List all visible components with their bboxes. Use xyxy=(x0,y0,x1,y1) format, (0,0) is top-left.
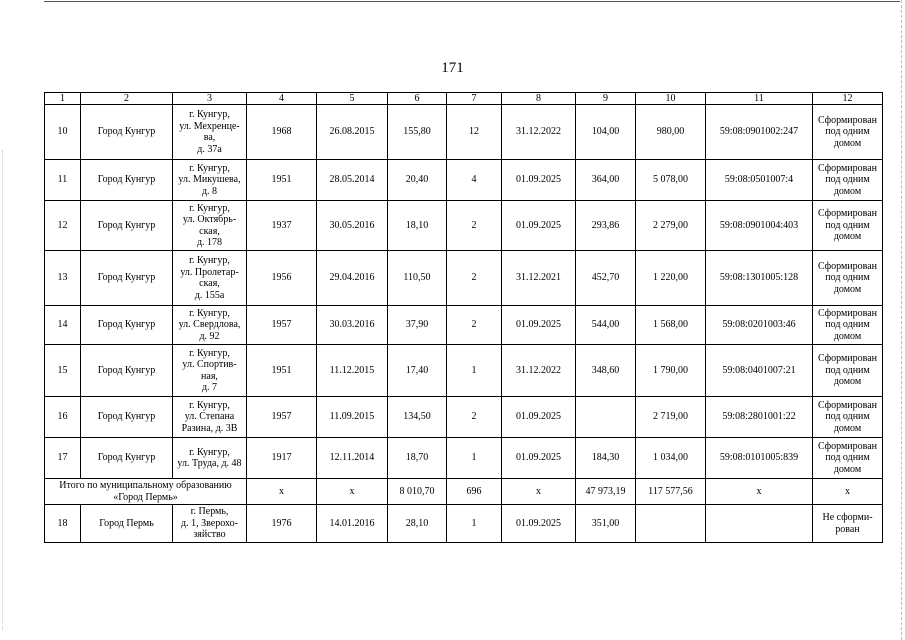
status-cell-line: Сформирован xyxy=(817,208,878,220)
table-row xyxy=(45,345,883,397)
address-cell-line: д. 7 xyxy=(201,382,218,393)
cadastre-cell: 59:08:0401007:21 xyxy=(706,345,813,397)
value-cell-10: 1 790,00 xyxy=(636,345,706,397)
municipality-cell: Город Кунгур xyxy=(81,201,173,251)
cadastre-cell: 59:08:0101005:839 xyxy=(706,438,813,479)
status-cell-line: домом xyxy=(833,185,862,197)
column-number-5: 5 xyxy=(317,93,388,105)
column-number-4: 4 xyxy=(247,93,317,105)
value-cell-9: 544,00 xyxy=(576,306,636,345)
value-cell-10: 1 034,00 xyxy=(636,438,706,479)
address-cell-line: ул. Труда, д. 48 xyxy=(177,458,242,469)
municipality-cell: Город Кунгур xyxy=(81,105,173,160)
status-cell-line: Сформирован xyxy=(817,353,878,365)
date-cell: 11.09.2015 xyxy=(317,397,388,438)
address-cell-line: ва, xyxy=(203,132,216,143)
summary-label-line: «Город Пермь» xyxy=(113,491,178,503)
date-cell: 30.03.2016 xyxy=(317,306,388,345)
value-cell-10: 2 719,00 xyxy=(636,397,706,438)
people-cell: 2 xyxy=(447,251,502,306)
address-cell-line: г. Пермь, xyxy=(190,506,229,518)
status-cell xyxy=(813,105,883,160)
year-cell: 1956 xyxy=(247,251,317,306)
address-cell-line: д. 155а xyxy=(194,289,225,301)
area-cell: 28,10 xyxy=(388,505,447,543)
address-cell xyxy=(173,345,247,397)
value-cell-10: 1 568,00 xyxy=(636,306,706,345)
municipality-cell: Город Кунгур xyxy=(81,306,173,345)
status-cell-line: домом xyxy=(833,283,862,295)
status-cell-line: рован xyxy=(835,523,860,535)
scan-edge-left xyxy=(2,150,3,630)
summary-value-6: 8 010,70 xyxy=(388,479,447,505)
people-cell: 2 xyxy=(447,201,502,251)
people-cell: 2 xyxy=(447,306,502,345)
municipality-cell: Город Кунгур xyxy=(81,251,173,306)
address-cell xyxy=(173,105,247,160)
table-row xyxy=(45,397,883,438)
status-cell xyxy=(813,438,883,479)
address-cell xyxy=(173,251,247,306)
column-number-8: 8 xyxy=(502,93,576,105)
address-cell xyxy=(173,160,247,201)
table-row xyxy=(45,251,883,306)
status-cell xyxy=(813,505,883,543)
year-cell: 1976 xyxy=(247,505,317,543)
status-cell-line: Сформирован xyxy=(817,260,878,272)
column-number-9: 9 xyxy=(576,93,636,105)
value-cell-9 xyxy=(576,397,636,438)
page-number: 171 xyxy=(441,60,464,76)
date-cell: 29.04.2016 xyxy=(317,251,388,306)
status-cell-line: Не сформи- xyxy=(822,512,873,523)
address-cell xyxy=(173,438,247,479)
address-cell-line: ул. Свердлова, xyxy=(178,319,241,331)
status-cell-line: домом xyxy=(833,376,862,388)
address-cell-line: ская, xyxy=(199,278,220,289)
address-cell xyxy=(173,397,247,438)
status-cell-line: домом xyxy=(833,463,862,475)
municipality-cell: Город Пермь xyxy=(81,505,173,543)
address-cell-line: г. Кунгур, xyxy=(189,162,230,174)
date-cell: 28.05.2014 xyxy=(317,160,388,201)
status-cell xyxy=(813,397,883,438)
address-cell-line: ул. Пролетар- xyxy=(180,266,239,278)
summary-value-10: 117 577,56 xyxy=(636,479,706,505)
address-cell-line: д. 1, Зверохо- xyxy=(181,517,238,529)
column-number-10: 10 xyxy=(636,93,706,105)
address-cell-line: г. Кунгур, xyxy=(189,347,230,359)
address-cell-line: ул. Степана xyxy=(184,411,235,423)
address-cell-line: ул. Спортив- xyxy=(182,359,237,370)
deadline-cell: 01.09.2025 xyxy=(502,438,576,479)
area-cell: 155,80 xyxy=(388,105,447,160)
status-cell-line: под одним xyxy=(825,174,870,186)
address-cell-line: ул. Октябрь- xyxy=(182,214,237,225)
column-number-11: 11 xyxy=(706,93,813,105)
deadline-cell: 01.09.2025 xyxy=(502,397,576,438)
year-cell: 1917 xyxy=(247,438,317,479)
value-cell-9: 184,30 xyxy=(576,438,636,479)
address-cell xyxy=(173,306,247,345)
summary-value-4: x xyxy=(247,479,317,505)
row-number: 17 xyxy=(45,438,81,479)
area-cell: 20,40 xyxy=(388,160,447,201)
cadastre-cell: 59:08:0501007:4 xyxy=(706,160,813,201)
column-number-12: 12 xyxy=(813,93,883,105)
status-cell-line: под одним xyxy=(825,319,870,331)
people-cell: 1 xyxy=(447,505,502,543)
status-cell-line: под одним xyxy=(825,411,870,423)
value-cell-9: 452,70 xyxy=(576,251,636,306)
address-cell xyxy=(173,505,247,543)
summary-value-5: x xyxy=(317,479,388,505)
value-cell-9: 364,00 xyxy=(576,160,636,201)
status-cell-line: Сформирован xyxy=(817,307,878,319)
table-row xyxy=(45,438,883,479)
row-number: 10 xyxy=(45,105,81,160)
cadastre-cell: 59:08:1301005:128 xyxy=(706,251,813,306)
value-cell-10: 2 279,00 xyxy=(636,201,706,251)
municipality-cell: Город Кунгур xyxy=(81,397,173,438)
municipality-cell: Город Кунгур xyxy=(81,345,173,397)
address-cell xyxy=(173,201,247,251)
deadline-cell: 01.09.2025 xyxy=(502,201,576,251)
area-cell: 110,50 xyxy=(388,251,447,306)
municipality-cell: Город Кунгур xyxy=(81,160,173,201)
people-cell: 2 xyxy=(447,397,502,438)
address-cell-line: д. 8 xyxy=(201,185,218,197)
address-cell-line: г. Кунгур, xyxy=(189,307,230,319)
table-row xyxy=(45,105,883,160)
area-cell: 17,40 xyxy=(388,345,447,397)
status-cell-line: домом xyxy=(833,330,862,342)
table-body xyxy=(45,105,883,543)
status-cell-line: домом xyxy=(833,231,862,243)
column-number-1: 1 xyxy=(45,93,81,105)
address-cell-line: д. 92 xyxy=(199,330,220,342)
year-cell: 1957 xyxy=(247,397,317,438)
row-number: 16 xyxy=(45,397,81,438)
column-number-3: 3 xyxy=(173,93,247,105)
status-cell-line: под одним xyxy=(825,126,870,138)
address-cell-line: ская, xyxy=(199,225,220,237)
summary-value-8: x xyxy=(502,479,576,505)
status-cell xyxy=(813,345,883,397)
date-cell: 30.05.2016 xyxy=(317,201,388,251)
summary-label-line: Итого по муниципальному образованию xyxy=(59,480,232,491)
deadline-cell: 01.09.2025 xyxy=(502,505,576,543)
area-cell: 18,70 xyxy=(388,438,447,479)
housing-register-table xyxy=(44,92,883,543)
year-cell: 1968 xyxy=(247,105,317,160)
year-cell: 1957 xyxy=(247,306,317,345)
area-cell: 37,90 xyxy=(388,306,447,345)
area-cell: 18,10 xyxy=(388,201,447,251)
summary-value-12: x xyxy=(813,479,883,505)
summary-value-11: x xyxy=(706,479,813,505)
address-cell-line: г. Кунгур, xyxy=(189,255,230,266)
summary-label xyxy=(45,479,247,505)
address-cell-line: Разина, д. 3В xyxy=(181,422,238,434)
cadastre-cell: 59:08:0901002:247 xyxy=(706,105,813,160)
status-cell-line: под одним xyxy=(825,219,870,231)
status-cell xyxy=(813,201,883,251)
scan-edge-right xyxy=(901,0,902,640)
status-cell-line: под одним xyxy=(825,272,870,284)
deadline-cell: 01.09.2025 xyxy=(502,306,576,345)
address-cell-line: д. 37а xyxy=(197,143,222,155)
status-cell xyxy=(813,160,883,201)
date-cell: 14.01.2016 xyxy=(317,505,388,543)
status-cell-line: под одним xyxy=(825,364,870,376)
summary-value-9: 47 973,19 xyxy=(576,479,636,505)
deadline-cell: 01.09.2025 xyxy=(502,160,576,201)
year-cell: 1951 xyxy=(247,160,317,201)
address-cell-line: г. Кунгур, xyxy=(189,202,230,214)
status-cell-line: Сформирован xyxy=(817,114,878,126)
status-cell-line: Сформирован xyxy=(817,162,878,174)
row-number: 15 xyxy=(45,345,81,397)
row-number: 11 xyxy=(45,160,81,201)
value-cell-10: 980,00 xyxy=(636,105,706,160)
address-cell-line: г. Кунгур, xyxy=(189,109,230,120)
status-cell-line: Сформирован xyxy=(817,440,878,452)
people-cell: 12 xyxy=(447,105,502,160)
people-cell: 4 xyxy=(447,160,502,201)
column-number-row xyxy=(45,93,883,105)
top-rule xyxy=(44,1,900,2)
address-cell-line: г. Кунгур, xyxy=(189,446,230,458)
status-cell-line: домом xyxy=(833,422,862,434)
deadline-cell: 31.12.2022 xyxy=(502,105,576,160)
address-cell-line: ул. Мехренце- xyxy=(179,120,240,132)
row-number: 13 xyxy=(45,251,81,306)
status-cell-line: под одним xyxy=(825,452,870,464)
row-number: 18 xyxy=(45,505,81,543)
cadastre-cell: 59:08:0901004:403 xyxy=(706,201,813,251)
status-cell-line: домом xyxy=(833,137,862,149)
column-number-6: 6 xyxy=(388,93,447,105)
people-cell: 1 xyxy=(447,438,502,479)
status-cell xyxy=(813,251,883,306)
table-row xyxy=(45,505,883,543)
address-cell-line: д. 178 xyxy=(196,237,223,248)
table-row xyxy=(45,306,883,345)
status-cell-line: Сформирован xyxy=(817,399,878,411)
cadastre-cell: 59:08:2801001:22 xyxy=(706,397,813,438)
column-number-7: 7 xyxy=(447,93,502,105)
table-row xyxy=(45,160,883,201)
row-number: 12 xyxy=(45,201,81,251)
address-cell-line: г. Кунгур, xyxy=(189,399,230,411)
value-cell-9: 104,00 xyxy=(576,105,636,160)
value-cell-10 xyxy=(636,505,706,543)
people-cell: 1 xyxy=(447,345,502,397)
value-cell-9: 351,00 xyxy=(576,505,636,543)
value-cell-10: 5 078,00 xyxy=(636,160,706,201)
value-cell-9: 293,86 xyxy=(576,201,636,251)
status-cell xyxy=(813,306,883,345)
date-cell: 26.08.2015 xyxy=(317,105,388,160)
deadline-cell: 31.12.2021 xyxy=(502,251,576,306)
value-cell-10: 1 220,00 xyxy=(636,251,706,306)
summary-value-7: 696 xyxy=(447,479,502,505)
address-cell-line: ул. Микушева, xyxy=(178,174,241,186)
address-cell-line: ная, xyxy=(201,370,218,382)
row-number: 14 xyxy=(45,306,81,345)
summary-row xyxy=(45,479,883,505)
year-cell: 1951 xyxy=(247,345,317,397)
address-cell-line: зяйство xyxy=(193,529,226,541)
column-number-2: 2 xyxy=(81,93,173,105)
table-row xyxy=(45,201,883,251)
municipality-cell: Город Кунгур xyxy=(81,438,173,479)
year-cell: 1937 xyxy=(247,201,317,251)
date-cell: 11.12.2015 xyxy=(317,345,388,397)
cadastre-cell xyxy=(706,505,813,543)
date-cell: 12.11.2014 xyxy=(317,438,388,479)
area-cell: 134,50 xyxy=(388,397,447,438)
deadline-cell: 31.12.2022 xyxy=(502,345,576,397)
cadastre-cell: 59:08:0201003:46 xyxy=(706,306,813,345)
value-cell-9: 348,60 xyxy=(576,345,636,397)
